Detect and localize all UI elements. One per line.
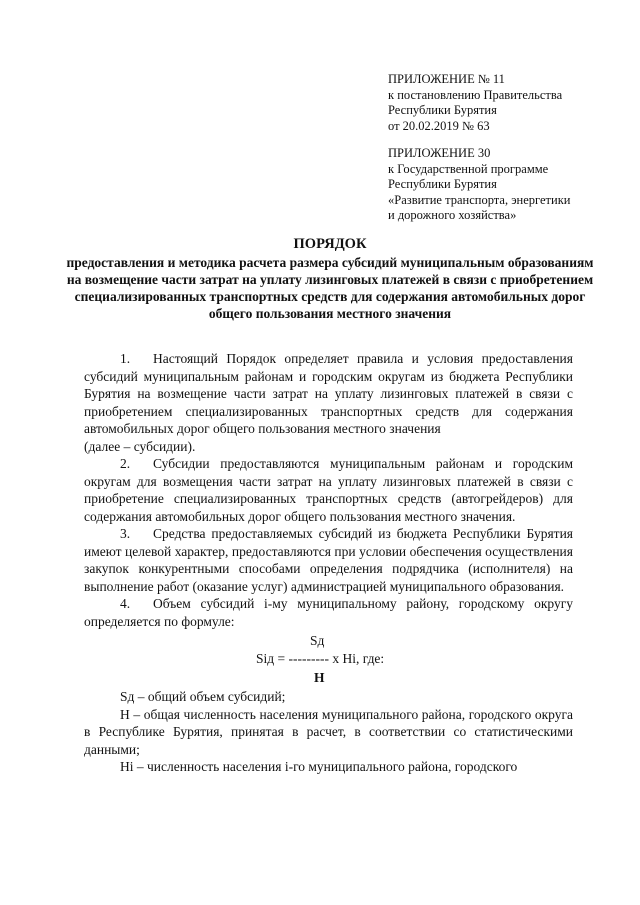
annex-30-block: [388, 146, 570, 224]
paragraph-number: 4.: [120, 596, 131, 611]
annex-30-line: и дорожного хозяйства»: [388, 208, 517, 222]
paragraph-number: 2.: [120, 456, 131, 471]
paragraph-1-tail: (далее – субсидии).: [84, 438, 196, 454]
annex-11-heading: ПРИЛОЖЕНИЕ № 11: [388, 72, 505, 86]
title-main: ПОРЯДОК: [293, 236, 367, 252]
formula-expression: Siд = --------- х Hi, где:: [256, 651, 385, 666]
paragraph-number: 1.: [120, 351, 131, 366]
paragraph-4: [84, 595, 573, 630]
annex-11-date: от 20.02.2019 № 63: [388, 118, 490, 133]
annex-30-line: «Развитие транспорта, энергетики: [388, 192, 571, 207]
annex-30-line: к Государственной программе: [388, 161, 549, 176]
paragraph-text: Субсидии предоставляются муниципальным районам и городским округам для возмещения части затрат на уплату лизинговых платежей в связи с приобретение специализированных транспортных средств (автогрейдеров) для содержания автомобильных дорог общего пользования местного значения.: [84, 456, 573, 524]
definition-total-subsidy: Sд – общий объем субсидий;: [120, 689, 286, 704]
paragraph-text: Настоящий Порядок определяет правила и условия предоставления субсидий муниципальным районам и городским округам из бюджета Республики Бурятия на возмещение части затрат на уплату лизинговых платежей в связи с приобретением специализированных транспортных средств для содержания автомобильных дорог общего пользования местного значения: [84, 351, 573, 436]
paragraph-2: [84, 455, 573, 525]
paragraph-number: 3.: [120, 526, 131, 541]
subsidy-formula: [84, 632, 573, 688]
document-body: [84, 350, 573, 776]
annex-30-line: Республики Бурятия: [388, 177, 497, 191]
paragraph-3: [84, 525, 573, 595]
paragraph-1: [84, 350, 573, 438]
paragraph-text: Объем субсидий i-му муниципальному району, городскому округу определяется по формуле:: [84, 596, 573, 629]
paragraph-text: Средства предоставляемых субсидий из бюджета Республики Бурятия имеют целевой характер, предоставляются при условии обеспечения осуществления закупок конкурентными способами определения подрядчика (исполнителя) на выполнение работ (оказание услуг) администрацией муниципального образования.: [84, 526, 573, 594]
definition-district-population: Hi – численность населения i-го муниципального района, городского: [120, 759, 518, 774]
annex-11-line: Республики Бурятия: [388, 103, 497, 117]
annex-11-line: к постановлению Правительства: [388, 87, 563, 102]
title-subtitle: предоставления и методика расчета размера субсидий муниципальным образованиям на возмещение части затрат на уплату лизинговых платежей в связи с приобретением специализированных транспортных средств для содержания автомобильных дорог общего пользования местного значения: [66, 255, 594, 321]
formula-numerator: Sд: [310, 633, 325, 648]
annex-30-heading: ПРИЛОЖЕНИЕ 30: [388, 146, 491, 160]
definition-total-population: Н – общая численность населения муниципального района, городского округа в Республике Бурятия, принятая в расчет, в соответствии со статистическими данными;: [84, 706, 573, 757]
formula-denominator: Н: [314, 670, 325, 685]
annex-11-block: [388, 72, 562, 134]
document-title: [60, 236, 600, 322]
